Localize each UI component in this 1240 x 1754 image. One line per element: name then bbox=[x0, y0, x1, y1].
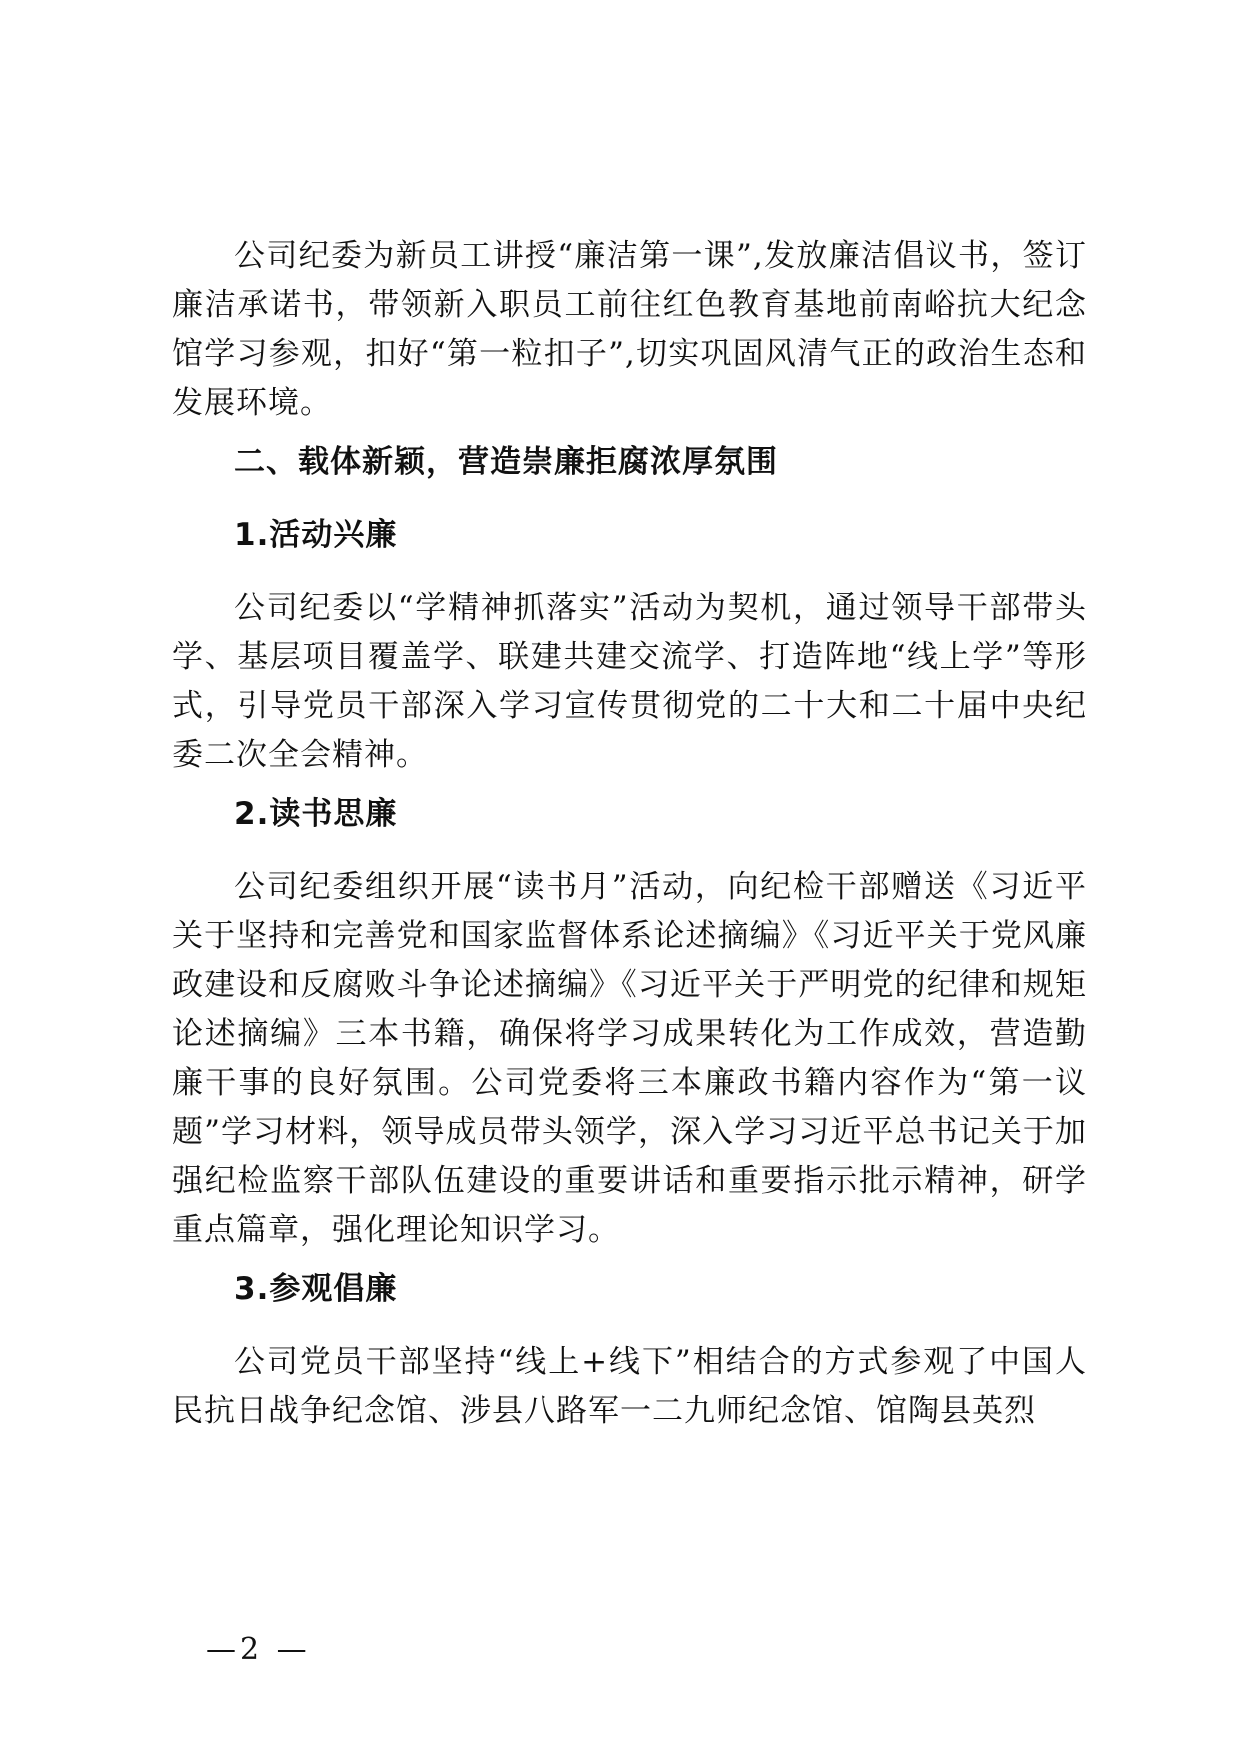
paragraph-reading: 公司纪委组织开展“读书月”活动，向纪检干部赠送《习近平关于坚持和完善党和国家监督体系论述摘编》《习近平关于党风廉政建设和反腐败斗争论述摘编》《习近平关于严明党的纪律和规矩论述摘编》三本书籍，确保将学习成果转化为工作成效，营造勤廉干事的良好氛围。公司党委将三本廉政书籍内容作为“第一议题”学习材料，领导成员带头领学，深入学习习近平总书记关于加强纪检监察干部队伍建设的重要讲话和重要指示批示精神，研学重点篇章，强化理论知识学习。 bbox=[172, 869, 1087, 1248]
subheading-activity: 1.活动兴廉 bbox=[234, 517, 398, 553]
section-heading: 二、载体新颖，营造崇廉拒腐浓厚氛围 bbox=[234, 444, 778, 480]
paragraph-intro: 公司纪委为新员工讲授“廉洁第一课”,发放廉洁倡议书，签订廉洁承诺书，带领新入职员工前往红色教育基地前南峪抗大纪念馆学习参观，扣好“第一粒扣子”,切实巩固风清气正的政治生态和发展环境。 bbox=[172, 238, 1087, 421]
paragraph-activity: 公司纪委以“学精神抓落实”活动为契机，通过领导干部带头学、基层项目覆盖学、联建共建交流学、打造阵地“线上学”等形式，引导党员干部深入学习宣传贯彻党的二十大和二十届中央纪委二次全会精神。 bbox=[172, 590, 1087, 773]
subheading-visit: 3.参观倡廉 bbox=[234, 1271, 398, 1307]
document-body bbox=[172, 232, 1087, 1446]
page-number: —2 — bbox=[206, 1632, 311, 1667]
subheading-reading: 2.读书思廉 bbox=[234, 796, 398, 832]
paragraph-visit: 公司党员干部坚持“线上+线下”相结合的方式参观了中国人民抗日战争纪念馆、涉县八路军一二九师纪念馆、馆陶县英烈 bbox=[172, 1344, 1087, 1429]
